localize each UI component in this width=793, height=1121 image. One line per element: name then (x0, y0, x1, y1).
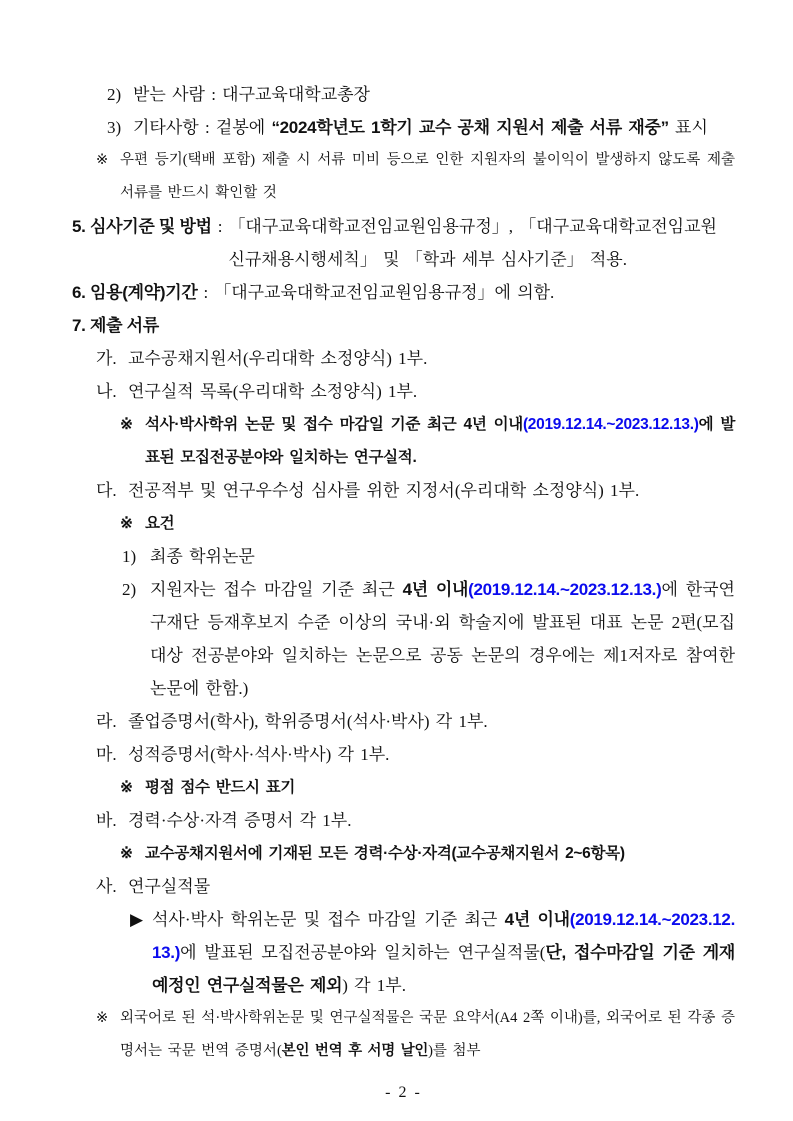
note-prefix: 외국어로 된 석·박사학위논문 및 연구실적물은 국문 요약서(A4 2쪽 이내)를, 외국어로 된 각종 증명서는 국문 번역 증명서( (120, 1010, 735, 1059)
req-prefix: 지원자는 접수 마감일 기준 최근 (150, 580, 403, 599)
note-text (145, 408, 735, 474)
date-range-highlight: (2019.12.14.~2023.12.13.) (522, 416, 699, 433)
item-text: 받는 사람 : 대구교육대학교총장 (133, 85, 370, 104)
reference-mark: ※ (120, 416, 133, 433)
note-career-certificates (120, 837, 735, 870)
item-marker: 다. (96, 481, 117, 500)
item-text: 연구실적 목록(우리대학 소정양식) 1부. (128, 382, 418, 401)
etc-prefix: 기타사항 : 겉봉에 (133, 118, 272, 137)
item-text: 최종 학위논문 (150, 547, 255, 566)
requirement-1 (122, 540, 735, 573)
note-text: 교수공채지원서에 기재된 모든 경력·수상·자격(교수공채지원서 2~6항목) (145, 845, 625, 862)
item-text (133, 111, 735, 144)
reference-mark: ※ (96, 1010, 109, 1026)
item-marker: 1) (122, 547, 137, 566)
reference-mark: ※ (120, 515, 133, 532)
req-suffix: 에 한국연구재단 등재후보지 수준 이상의 국내·외 학술지에 발표된 대표 논문 2편(모집대상 전공분야와 일치하는 논문으로 공동 논문의 경우에는 제1저자로 참여한 논문에 한함.) (150, 580, 735, 698)
item-text: 졸업증명서(학사), 학위증명서(석사·박사) 각 1부. (128, 712, 488, 731)
section-5-line-1: 「대구교육대학교전임교원임용규정」, 「대구교육대학교전임교원 (228, 217, 717, 236)
item-marker: 마. (96, 745, 117, 764)
list-item-etc (107, 111, 735, 144)
note-text: 평점 점수 반드시 표기 (145, 779, 296, 796)
section-5-title: 5. 심사기준 및 방법 (72, 217, 212, 236)
date-range-highlight: (2019.12.14.~2023.12.13.) (468, 580, 662, 599)
note-research-period (120, 408, 735, 474)
list-item-ga (96, 342, 735, 375)
period-emphasis: 4년 이내 (504, 910, 570, 929)
list-item-sa (96, 870, 735, 903)
section-5-line-2: 신규채용시행세칙」 및 「학과 세부 심사기준」 적용. (228, 250, 627, 269)
section-6-text: 「대구교육대학교전임교원임용규정」에 의함. (214, 283, 555, 302)
item-text: 연구실적물 (128, 877, 211, 896)
date-range-highlight: (2019.12.14.~2023.12.13.) (152, 910, 735, 962)
triangle-bullet-icon: ▶ (130, 910, 144, 929)
section-5-colon: : (217, 217, 223, 236)
item-marker: 라. (96, 712, 117, 731)
period-emphasis: 4년 이내 (402, 580, 469, 599)
section-6-title: 6. 임용(계약)기간 (72, 283, 198, 302)
list-item-ra (96, 705, 735, 738)
bullet-research-output (130, 903, 735, 1002)
section-5-text (228, 210, 735, 276)
page-number: - 2 - (385, 1084, 422, 1101)
section-7 (72, 309, 735, 342)
reference-mark: ※ (96, 152, 109, 168)
item-text (150, 573, 735, 705)
item-text: 성적증명서(학사·석사·박사) 각 1부. (128, 745, 390, 764)
note-foreign-language (96, 1002, 735, 1068)
exclusion-emphasis: 단, 접수마감일 기준 게재 예정인 연구실적물은 제외 (152, 943, 735, 995)
item-marker: 가. (96, 349, 117, 368)
list-item-recipient (107, 78, 735, 111)
item-marker: 3) (107, 118, 122, 137)
item-marker: 바. (96, 811, 117, 830)
etc-suffix: 표시 (668, 118, 708, 137)
reference-mark: ※ (120, 845, 133, 862)
section-7-title: 7. 제출 서류 (72, 316, 159, 335)
note-suffix: 에 발표된 모집전공분야와 일치하는 연구실적. (145, 416, 736, 466)
bullet-middle: 에 발표된 모집전공분야와 일치하는 연구실적물( (180, 943, 546, 962)
item-text: 전공적부 및 연구우수성 심사를 위한 지정서(우리대학 소정양식) 1부. (128, 481, 640, 500)
bullet-prefix: 석사·박사 학위논문 및 접수 마감일 기준 최근 (152, 910, 505, 929)
section-6-colon: : (203, 283, 209, 302)
list-item-da (96, 474, 735, 507)
requirement-2 (122, 573, 735, 705)
list-item-na (96, 375, 735, 408)
signature-emphasis: 본인 번역 후 서명 날인 (281, 1043, 429, 1059)
item-marker: 나. (96, 382, 117, 401)
note-requirements (120, 507, 735, 540)
item-marker: 사. (96, 877, 117, 896)
item-marker: 2) (107, 85, 122, 104)
item-text: 경력·수상·자격 증명서 각 1부. (128, 811, 352, 830)
item-marker: 2) (122, 580, 137, 599)
item-text: 교수공채지원서(우리대학 소정양식) 1부. (128, 349, 428, 368)
bullet-text (152, 903, 735, 1002)
section-6 (72, 276, 735, 309)
list-item-ma (96, 738, 735, 771)
note-suffix: )를 첨부 (428, 1043, 481, 1059)
envelope-label-emphasis: “2024학년도 1학기 교수 공채 지원서 제출 서류 재중” (271, 118, 669, 137)
note-mail (96, 144, 735, 210)
reference-mark: ※ (120, 779, 133, 796)
note-prefix: 석사·박사학위 논문 및 접수 마감일 기준 최근 4년 이내 (145, 416, 523, 433)
note-text: 우편 등기(택배 포함) 제출 시 서류 미비 등으로 인한 지원자의 불이익이 발생하지 않도록 제출 서류를 반드시 확인할 것 (120, 152, 735, 201)
list-item-ba (96, 804, 735, 837)
section-5 (72, 210, 735, 276)
bullet-suffix: ) 각 1부. (342, 976, 406, 995)
note-text: 요건 (145, 515, 175, 532)
note-text (120, 1002, 735, 1068)
note-grade-score (120, 771, 735, 804)
